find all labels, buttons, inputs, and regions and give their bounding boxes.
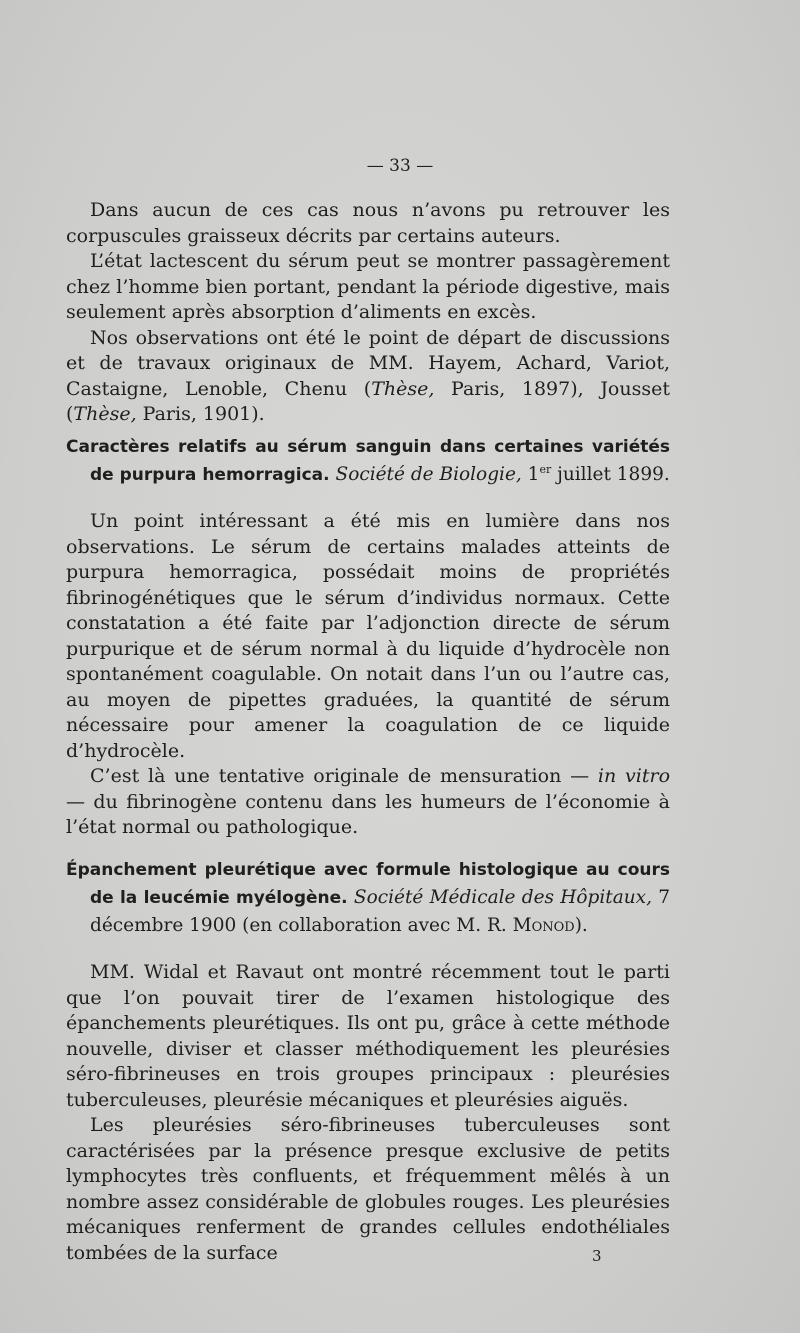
paragraph: Les pleurésies séro-fibrineuses tuberculeuses sont caractérisées par la présence presque exclusive de petits lymphocytes très confluents, et fréquemment mêlés à un nombre assez considérable de globules rouges. Les pleurésies mécaniques renferment de grandes cellules endothéliales tombées de la surface [66,1114,670,1264]
section-1 [66,198,670,428]
section-heading: Caractères relatifs au sérum sanguin dans certaines variétés de purpura hemorragica. Société de Biologie, 1er juillet 1899. [66,437,670,485]
paragraph: Dans aucun de ces cas nous n’avons pu retrouver les corpuscules graisseux décrits par certains auteurs. [66,199,670,247]
signature-mark: 3 [592,1247,602,1265]
paragraph: Un point intéressant a été mis en lumière dans nos observations. Le sérum de certains malades atteints de purpura hemorragica, possédait moins de propriétés fibrinogénétiques que le sérum d’individus normaux. Cette constatation a été faite par l’adjonction directe de sérum purpurique et de sérum normal à du liquide d’hydrocèle non spontanément coagulable. On notait dans l’un ou l’autre cas, au moyen de pipettes graduées, la quantité de sérum nécessaire pour amener la coagulation de ce liquide d’hydrocèle. [66,510,670,762]
section-3 [66,857,670,1266]
paragraph: C’est là une tentative originale de mensuration — in vitro — du fibrinogène contenu dans les humeurs de l’économie à l’état normal ou pathologique. [66,765,671,838]
paragraph: MM. Widal et Ravaut ont montré récemment tout le parti que l’on pouvait tirer de l’examen histologique des épanchements pleurétiques. Ils ont pu, grâce à cette méthode nouvelle, diviser et classer méthodiquement les pleurésies séro-fibrineuses en trois groupes principaux : pleurésies tuberculeuses, pleurésie mécaniques et pleurésies aiguës. [66,961,670,1111]
section-heading: Épanchement pleurétique avec formule histologique au cours de la leucémie myélogène. Société Médicale des Hôpitaux, 7 décembre 1900 (en collaboration avec M. R. Monod). [66,860,671,936]
paragraph: L’état lactescent du sérum peut se montrer passagèrement chez l’homme bien portant, pendant la période digestive, mais seulement après absorption d’aliments en excès. [66,250,670,323]
paragraph: Nos observations ont été le point de départ de discussions et de travaux originaux de MM. Hayem, Achard, Variot, Castaigne, Lenoble, Chenu (Thèse, Paris, 1897), Jousset (Thèse, Paris, 1901). [66,326,670,425]
section-2 [66,434,670,841]
page-number: — 33 — [366,156,434,176]
